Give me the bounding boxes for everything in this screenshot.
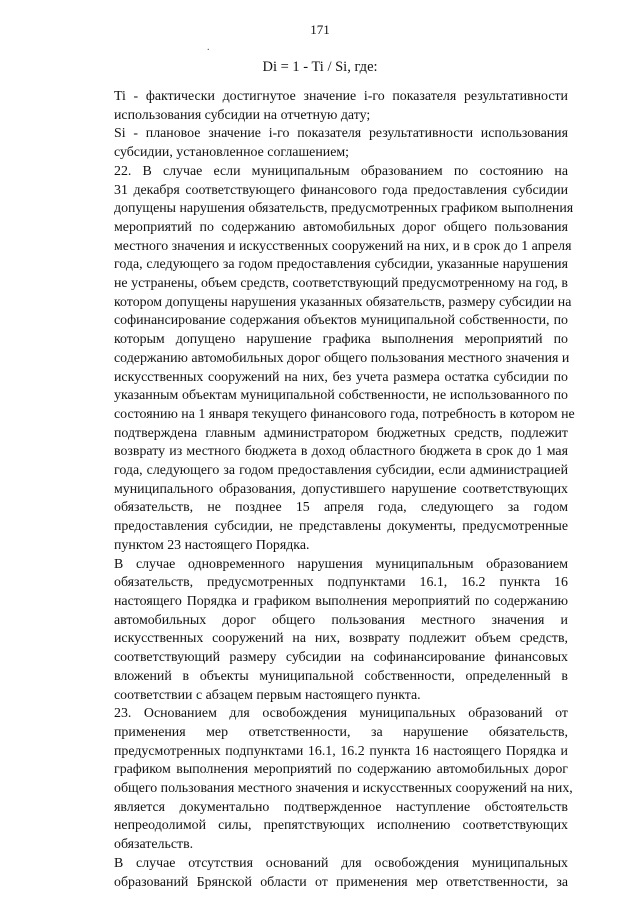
- text-line: В случае отсутствия оснований для освобождения муниципальных: [114, 855, 568, 871]
- text-line: которым допущено нарушение графика выполнения мероприятий по: [114, 332, 568, 348]
- text-line: предусмотренных подпунктами 16.1, 16.2 пункта 16 настоящего Порядка и: [114, 743, 568, 759]
- text-line: муниципального образования, допустившего нарушение соответствующих: [114, 481, 568, 497]
- text-line: использования субсидии на отчетную дату;: [114, 107, 371, 123]
- paragraph: [72, 88, 568, 125]
- text-line: содержанию автомобильных дорог общего пользования местного значения и: [114, 350, 570, 366]
- text-line: года, следующего за годом предоставления субсидии, указанные нарушения: [114, 257, 568, 273]
- text-line: вложений в объекты муниципальной собственности, определенный в: [114, 668, 568, 684]
- text-line: В случае одновременного нарушения муниципальным образованием: [114, 556, 568, 572]
- paragraph: [72, 855, 568, 892]
- text-line: искусственных сооружений на них, без учета размера остатка субсидии по: [114, 369, 568, 385]
- text-line: соответствии с абзацем первым настоящего пункта.: [114, 687, 421, 703]
- text-line: Ti - фактически достигнутое значение i-го показателя результативности: [114, 89, 568, 104]
- text-line: 23. Основанием для освобождения муниципальных образований от: [114, 706, 568, 722]
- text-line: образований Брянской области от применения мер ответственности, за: [114, 874, 568, 890]
- text-line: соответствующий размеру субсидии на софинансирование финансовых: [114, 650, 568, 666]
- text-line: не устранены, объем средств, соответствующий предусмотренному на год, в: [114, 276, 568, 292]
- text-line: местного значения и искусственных сооружений на них, и в срок до 1 апреля: [114, 238, 572, 254]
- text-line: общего пользования местного значения и искусственных сооружений на них,: [114, 781, 573, 797]
- text-line: применения мер ответственности, за нарушение обязательств,: [114, 724, 568, 740]
- text-line: непреодолимой силы, препятствующих исполнению соответствующих: [114, 818, 568, 834]
- text-line: года, следующего за годом предоставления субсидии, если администрацией: [114, 463, 568, 479]
- document-body: [72, 88, 575, 892]
- text-line: субсидии, установленное соглашением;: [114, 145, 350, 161]
- text-line: обязательств, не позднее 15 апреля года, следующего за годом: [114, 500, 568, 516]
- paragraph: [72, 125, 568, 162]
- scan-speck: .: [207, 42, 210, 53]
- paragraph: [72, 556, 568, 706]
- text-line: софинансирование содержания объектов муниципальной собственности, по: [114, 313, 568, 329]
- formula: Di = 1 - Ti / Si, где:: [262, 59, 378, 75]
- text-line: указанным объектам муниципальной собственности, не использованного по: [114, 388, 568, 404]
- text-line: пунктом 23 настоящего Порядка.: [114, 537, 310, 553]
- text-line: является документально подтвержденное наступление обстоятельств: [114, 799, 568, 815]
- text-line: обязательств.: [114, 837, 194, 853]
- text-line: состоянию на 1 января текущего финансового года, потребность в котором не: [114, 406, 575, 422]
- text-line: 31 декабря соответствующего финансового года предоставления субсидии: [114, 182, 568, 198]
- text-line: автомобильных дорог общего пользования местного значения и: [114, 612, 568, 628]
- paragraph: [72, 705, 573, 855]
- paragraph: [72, 163, 575, 556]
- text-line: обязательств, предусмотренных подпунктами 16.1, 16.2 пункта 16: [114, 575, 568, 591]
- text-line: допущены нарушения обязательств, предусмотренных графиком выполнения: [114, 201, 574, 217]
- page-number: 171: [310, 22, 330, 37]
- text-line: графиком выполнения мероприятий по содержанию автомобильных дорог: [114, 762, 568, 778]
- text-line: котором допущены нарушения указанных обязательств, размеру субсидии на: [114, 294, 572, 310]
- text-line: 22. В случае если муниципальным образованием по состоянию на: [114, 163, 568, 179]
- text-line: подтверждена главным администратором бюджетных средств, подлежит: [114, 425, 568, 441]
- text-line: возврату из местного бюджета в доход областного бюджета в срок до 1 мая: [114, 444, 568, 460]
- text-line: Si - плановое значение i-го показателя результативности использования: [114, 126, 568, 142]
- text-line: мероприятий по содержанию автомобильных дорог общего пользования: [114, 219, 568, 235]
- text-line: искусственных сооружений на них, возврату подлежит объем средств,: [114, 631, 568, 647]
- text-line: настоящего Порядка и графиком выполнения мероприятий по содержанию: [114, 593, 568, 609]
- text-line: предоставления субсидии, не представлены документы, предусмотренные: [114, 519, 568, 535]
